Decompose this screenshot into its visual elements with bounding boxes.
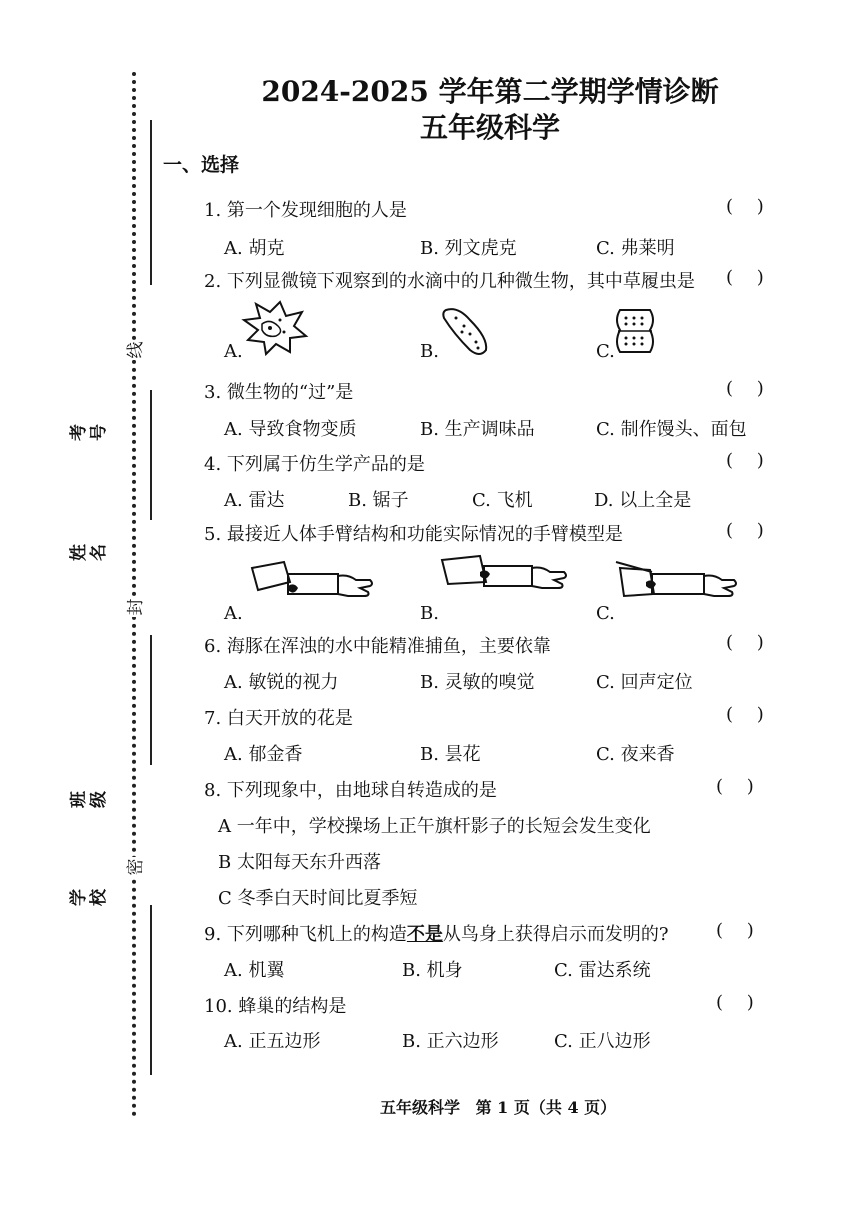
question-6-answer-box[interactable]: ( ) — [726, 632, 764, 653]
question-3-option-a[interactable]: A. 导致食物变质 — [224, 419, 357, 440]
question-8-option-a[interactable]: A 一年中，学校操场上正午旗杆影子的长短会发生变化 — [218, 816, 651, 837]
question-7-option-a[interactable]: A. 郁金香 — [224, 744, 303, 765]
question-3-stem: 3. 微生物的“过”是 — [204, 382, 354, 403]
question-9-stem-end: 从鸟身上获得启示而发明的? — [442, 924, 669, 945]
footer-page-number: 第 1 页（共 4 页） — [475, 1098, 617, 1117]
question-9-emphasis: 不是 — [406, 924, 443, 945]
question-1-answer-box[interactable]: ( ) — [726, 196, 764, 217]
question-3-option-c[interactable]: C. 制作馒头、面包 — [596, 419, 747, 440]
question-5-option-c[interactable]: C. — [596, 603, 615, 624]
amoeba-image — [240, 300, 310, 356]
question-2-option-a[interactable]: A. — [224, 341, 243, 362]
question-7-option-c[interactable]: C. 夜来香 — [596, 744, 675, 765]
arm-model-c-image — [606, 552, 740, 608]
question-2-option-c[interactable]: C. — [596, 341, 615, 362]
question-7-stem: 7. 白天开放的花是 — [204, 708, 353, 729]
question-3-option-b[interactable]: B. 生产调味品 — [420, 419, 535, 440]
margin-word-feng: 封 — [126, 598, 146, 616]
page-footer — [380, 1095, 626, 1118]
name-label: 姓名 — [69, 544, 109, 561]
exam-number-line — [150, 120, 152, 285]
question-3-answer-box[interactable]: ( ) — [726, 378, 764, 399]
question-7-answer-box[interactable]: ( ) — [726, 704, 764, 725]
question-5-option-a[interactable]: A. — [224, 603, 243, 624]
question-5-stem: 5. 最接近人体手臂结构和功能实际情况的手臂模型是 — [204, 524, 623, 545]
exam-subtitle: 五年级科学 — [419, 111, 560, 144]
school-label: 学校 — [69, 889, 109, 906]
question-1-option-b[interactable]: B. 列文虎克 — [420, 238, 517, 259]
question-4-option-a[interactable]: A. 雷达 — [224, 490, 285, 511]
diatom-image — [612, 306, 658, 356]
margin-word-xian: 线 — [126, 341, 146, 359]
arm-model-a-image — [244, 560, 380, 612]
question-5-answer-box[interactable]: ( ) — [726, 520, 764, 541]
question-10-option-b[interactable]: B. 正六边形 — [402, 1031, 499, 1052]
question-10-answer-box[interactable]: ( ) — [716, 992, 754, 1013]
question-6-option-b[interactable]: B. 灵敏的嗅觉 — [420, 672, 535, 693]
question-2-option-b[interactable]: B. — [420, 341, 439, 362]
class-label: 班级 — [69, 791, 109, 808]
question-1-option-c[interactable]: C. 弗莱明 — [596, 238, 675, 259]
question-9-option-c[interactable]: C. 雷达系统 — [554, 960, 651, 981]
question-9-stem — [204, 920, 669, 946]
question-2-answer-box[interactable]: ( ) — [726, 267, 764, 288]
question-4-option-b[interactable]: B. 锯子 — [348, 490, 409, 511]
section-title: 一、选择 — [163, 154, 240, 176]
question-7-option-b[interactable]: B. 昙花 — [420, 744, 481, 765]
question-6-option-a[interactable]: A. 敏锐的视力 — [224, 672, 339, 693]
question-9-option-b[interactable]: B. 机身 — [402, 960, 463, 981]
question-1-option-a[interactable]: A. 胡克 — [224, 238, 285, 259]
question-8-answer-box[interactable]: ( ) — [716, 776, 754, 797]
question-8-option-b[interactable]: B 太阳每天东升西落 — [218, 852, 381, 873]
name-line — [150, 390, 152, 520]
question-9-option-a[interactable]: A. 机翼 — [224, 960, 285, 981]
question-10-option-a[interactable]: A. 正五边形 — [224, 1031, 321, 1052]
arm-model-b-image — [440, 554, 574, 606]
margin-word-mi: 密 — [126, 858, 146, 876]
question-4-option-d[interactable]: D. 以上全是 — [594, 490, 692, 511]
question-4-answer-box[interactable]: ( ) — [726, 450, 764, 471]
question-6-option-c[interactable]: C. 回声定位 — [596, 672, 693, 693]
class-line — [150, 635, 152, 765]
question-10-option-c[interactable]: C. 正八边形 — [554, 1031, 651, 1052]
question-8-option-c[interactable]: C 冬季白天时间比夏季短 — [218, 888, 418, 909]
question-9-stem-start: 9. 下列哪种飞机上的构造 — [204, 924, 407, 945]
question-5-option-b[interactable]: B. — [420, 603, 439, 624]
question-8-stem: 8. 下列现象中，由地球自转造成的是 — [204, 780, 497, 801]
binding-dotted-line — [132, 72, 136, 1117]
exam-title: 2024-2025 学年第二学期学情诊断 — [261, 75, 719, 108]
paramecium-image — [440, 304, 492, 358]
school-line — [150, 905, 152, 1075]
question-6-stem: 6. 海豚在浑浊的水中能精准捕鱼，主要依靠 — [204, 636, 551, 657]
question-9-answer-box[interactable]: ( ) — [716, 920, 754, 941]
question-4-stem: 4. 下列属于仿生学产品的是 — [204, 454, 425, 475]
question-10-stem: 10. 蜂巢的结构是 — [204, 996, 347, 1017]
exam-number-label: 考号 — [69, 424, 109, 441]
question-2-stem: 2. 下列显微镜下观察到的水滴中的几种微生物，其中草履虫是 — [204, 271, 695, 292]
footer-subject: 五年级科学 — [380, 1098, 461, 1117]
question-1-stem: 1. 第一个发现细胞的人是 — [204, 200, 407, 221]
question-4-option-c[interactable]: C. 飞机 — [472, 490, 533, 511]
